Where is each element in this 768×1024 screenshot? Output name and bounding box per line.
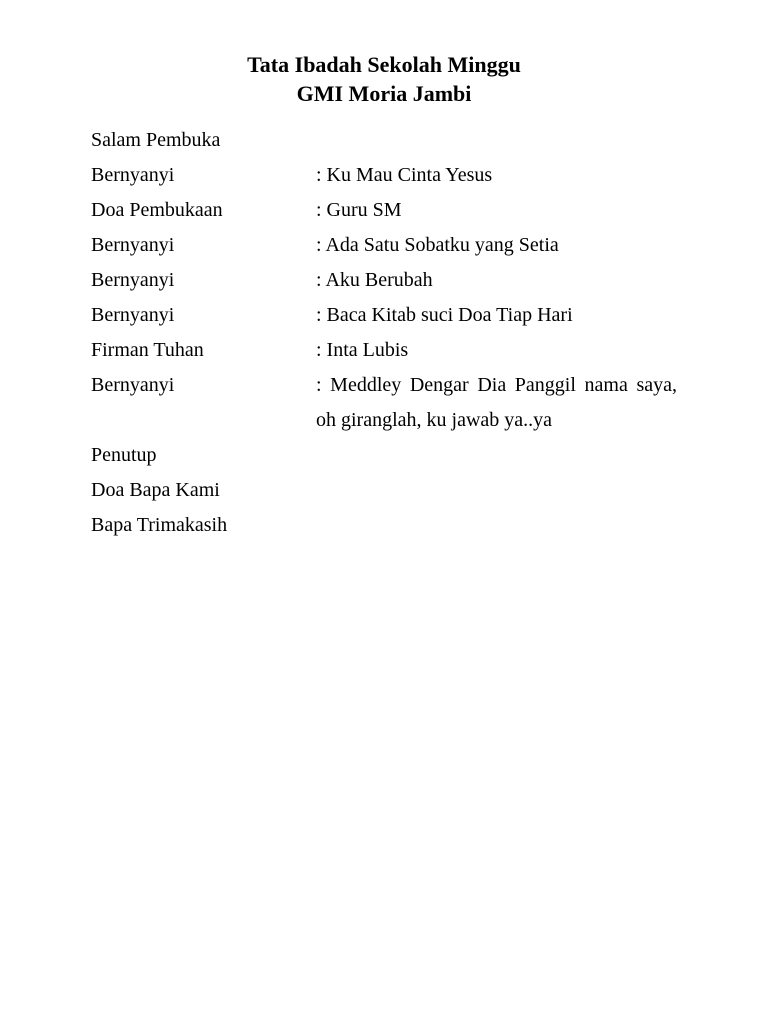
item-value: : Inta Lubis <box>316 339 409 361</box>
order-of-service-list <box>91 123 677 543</box>
item-label: Bapa Trimakasih <box>91 514 228 536</box>
list-item <box>91 298 677 333</box>
list-item <box>91 333 677 368</box>
list-item <box>91 158 677 193</box>
document-subtitle: GMI Moria Jambi <box>296 81 472 106</box>
item-label: Penutup <box>91 444 157 466</box>
list-item <box>91 263 677 298</box>
item-label: Bernyanyi <box>91 164 175 186</box>
item-label: Firman Tuhan <box>91 339 204 361</box>
list-item <box>91 438 677 473</box>
item-value: : Ku Mau Cinta Yesus <box>316 164 493 186</box>
item-label: Bernyanyi <box>91 374 175 396</box>
list-item <box>91 123 677 158</box>
list-item <box>91 368 677 438</box>
item-label: Bernyanyi <box>91 234 175 256</box>
item-label: Salam Pembuka <box>91 129 221 151</box>
list-item <box>91 193 677 228</box>
item-label: Bernyanyi <box>91 269 175 291</box>
item-value: : Ada Satu Sobatku yang Setia <box>316 234 559 256</box>
item-label: Doa Bapa Kami <box>91 479 220 501</box>
item-value: : Guru SM <box>316 199 402 221</box>
list-item <box>91 228 677 263</box>
item-value: : Aku Berubah <box>316 269 433 291</box>
list-item <box>91 508 677 543</box>
item-label: Doa Pembukaan <box>91 199 223 221</box>
item-label: Bernyanyi <box>91 304 175 326</box>
item-value: : Baca Kitab suci Doa Tiap Hari <box>316 304 573 326</box>
title-block <box>0 50 768 108</box>
document-title: Tata Ibadah Sekolah Minggu <box>247 52 521 77</box>
list-item <box>91 473 677 508</box>
item-value: : Meddley Dengar Dia Panggil nama saya, oh giranglah, ku jawab ya..ya <box>316 374 677 431</box>
